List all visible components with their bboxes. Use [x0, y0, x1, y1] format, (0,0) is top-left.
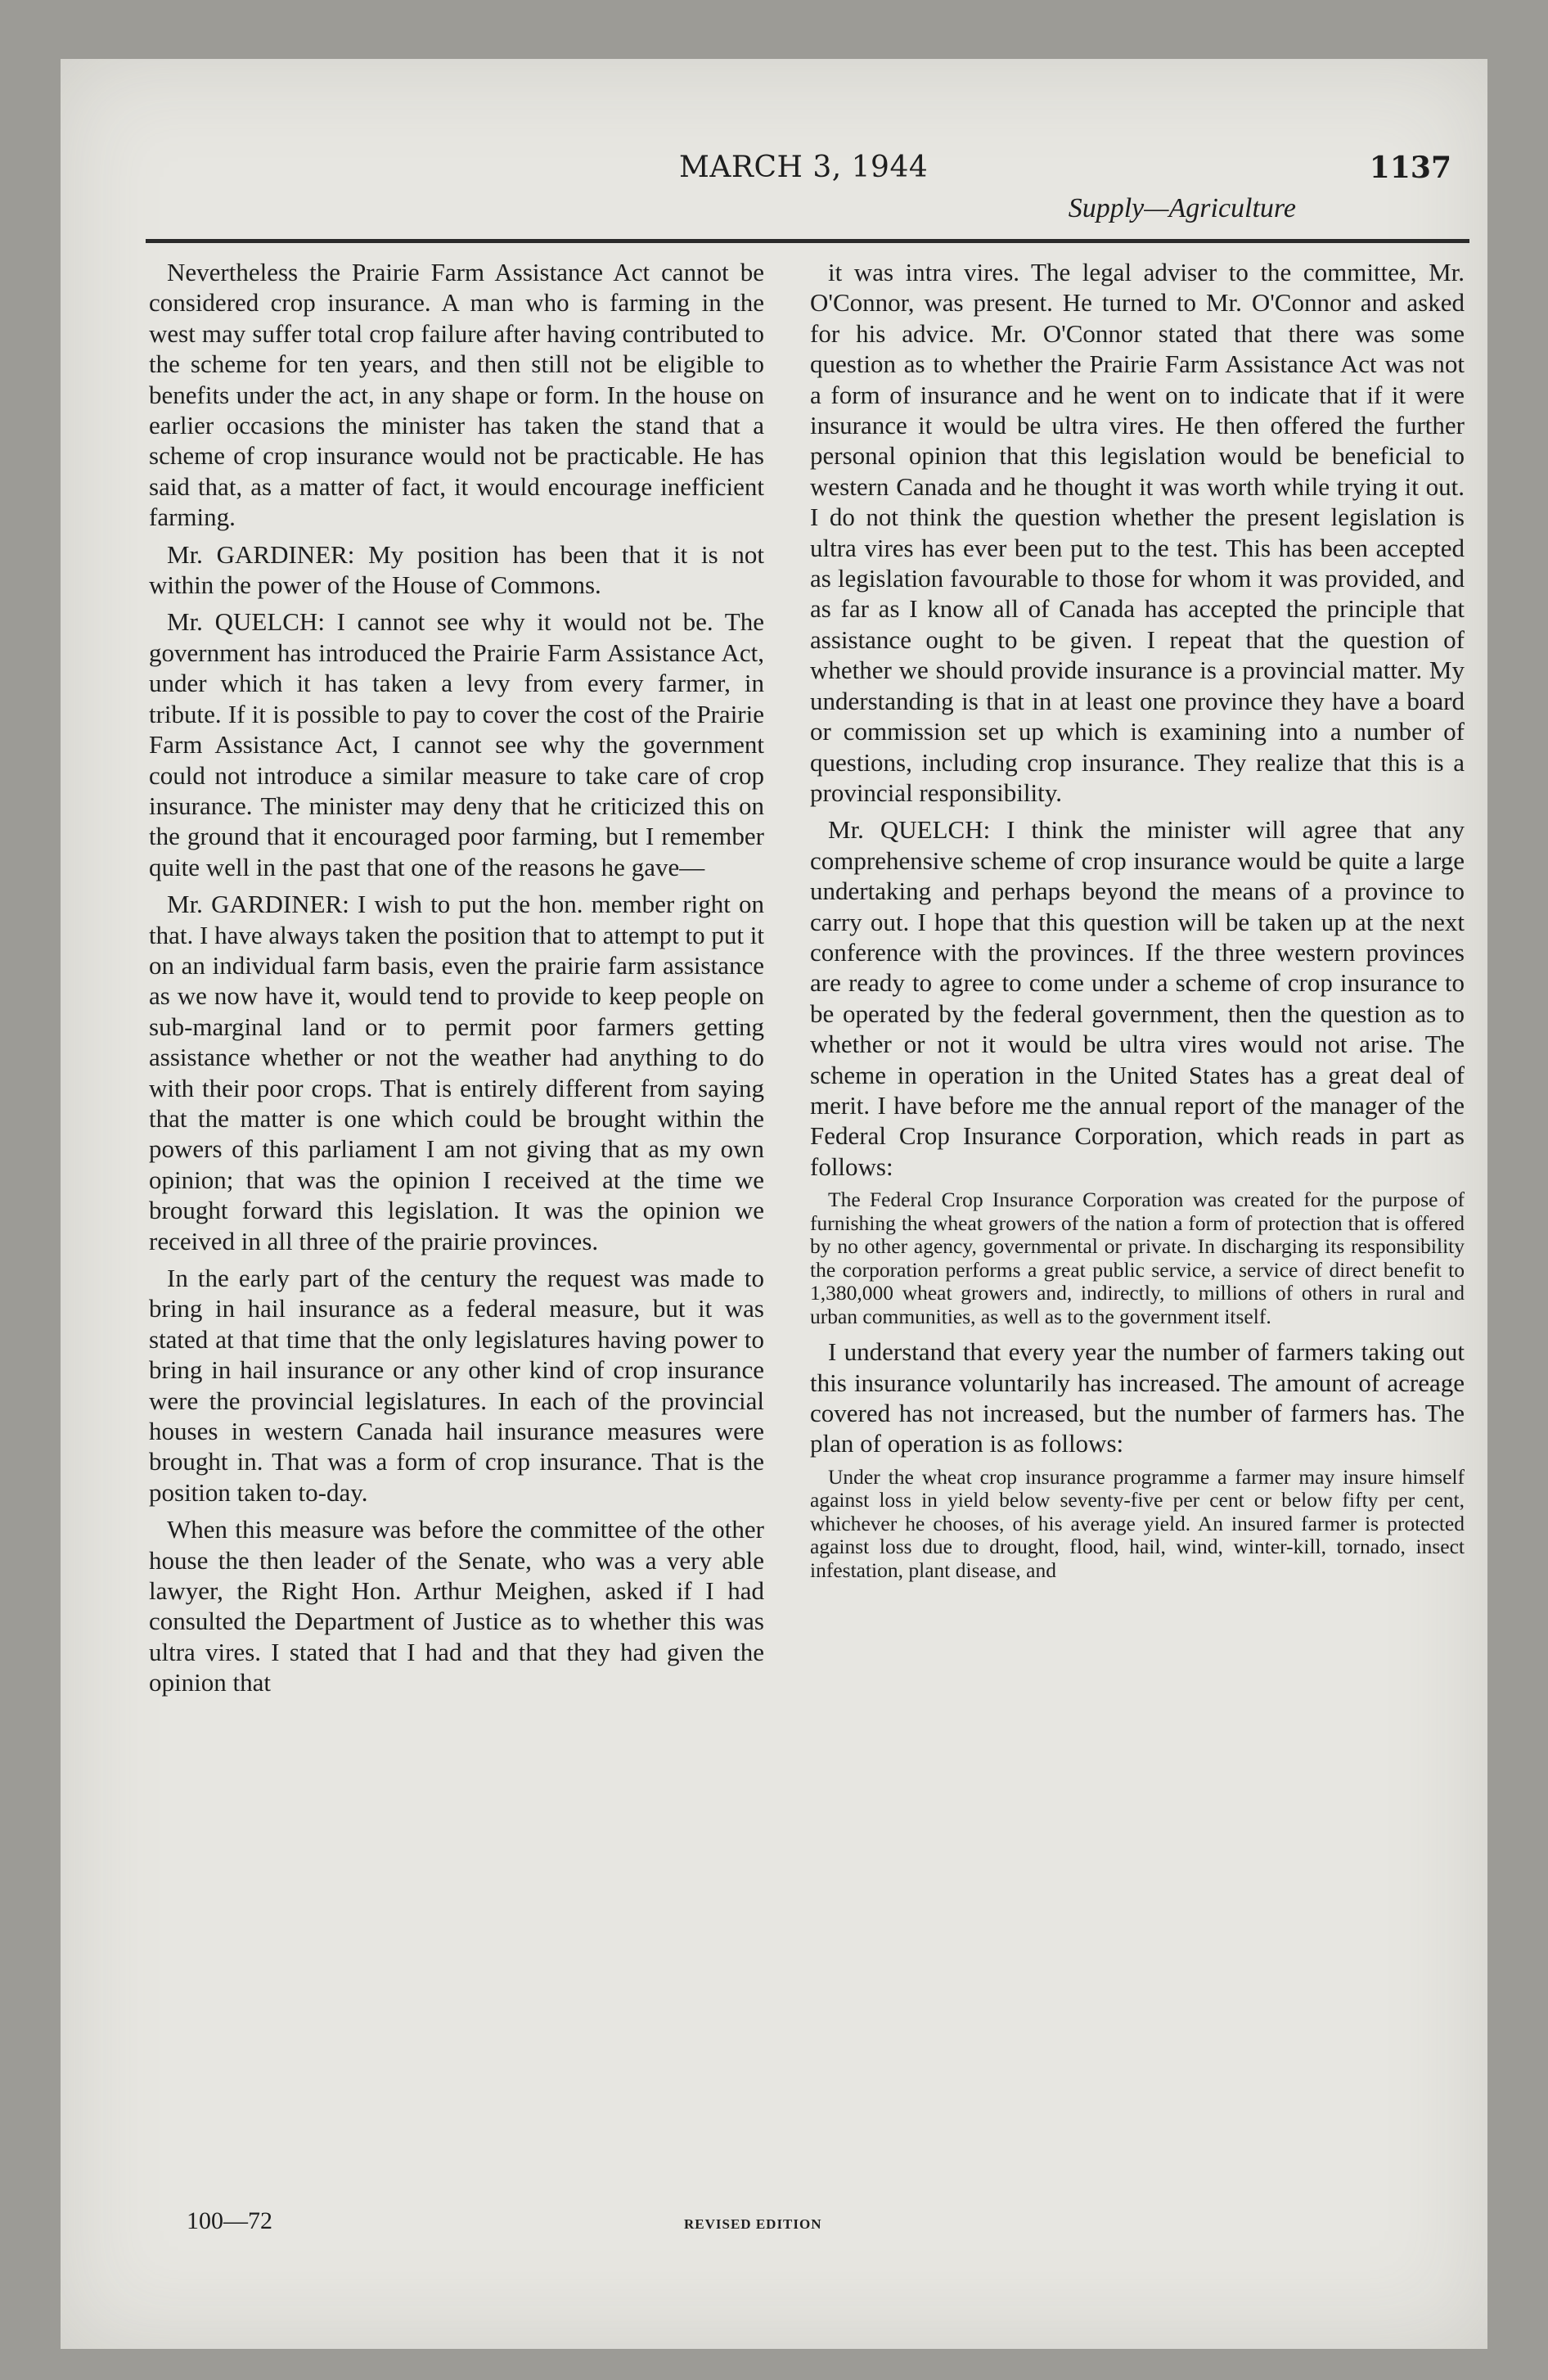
left-column [149, 257, 764, 1705]
paragraph: Mr. QUELCH: I cannot see why it would not be. The government has introduced the Prairie Farm Assistance Act, under which it has taken a levy from every farmer, in tribute. If it is possible to pay to cover the cost of the Prairie Farm Assistance Act, I cannot see why the government could not introduce a similar measure to take care of crop insurance. The minister may deny that he criticized this on the ground that it encouraged poor farming, but I remember quite well in the past that one of the reasons he gave— [149, 607, 764, 881]
hansard-page [61, 59, 1487, 2349]
paragraph: Mr. QUELCH: I think the minister will agree that any comprehensive scheme of crop insurance would be quite a large undertaking and perhaps beyond the means of a province to carry out. I hope that this question will be taken up at the next conference with the provinces. If the three western provinces are ready to agree to come under a scheme of crop insurance to be operated by the federal government, then the question as to whether or not it would be ultra vires would not arise. The scheme in operation in the United States has a great deal of merit. I have before me the annual report of the manager of the Federal Crop Insurance Corporation, which reads in part as follows: [810, 815, 1465, 1181]
paragraph: I understand that every year the number of farmers taking out this insurance voluntarily has increased. The amount of acreage covered has not increased, but the number of farmers has. The plan of operation is as follows: [810, 1337, 1465, 1458]
printer-signature: 100—72 [187, 2207, 272, 2234]
right-column [810, 257, 1465, 1590]
paragraph: it was intra vires. The legal adviser to the committee, Mr. O'Connor, was present. He turned to Mr. O'Connor and asked for his advice. Mr. O'Connor stated that there was some question as to whether the Prairie Farm Assistance Act was not a form of insurance and he went on to indicate that if it were insurance it would be ultra vires. He then offered the further personal opinion that this legislation would be beneficial to western Canada and he thought it was worth while trying it out. I do not think the question whether the present legislation is ultra vires has ever been put to the test. This has been accepted as legislation favourable to those for whom it was provided, and as far as I know all of Canada has accepted the principle that assistance ought to be given. I repeat that the question of whether we should provide insurance is a provincial matter. My understanding is that in at least one province they have a board or commission set up which is examining into a number of questions, including crop insurance. They realize that this is a provincial responsibility. [810, 258, 1465, 807]
page-number: 1137 [1369, 151, 1451, 185]
header-rule [146, 239, 1469, 243]
paragraph: In the early part of the century the request was made to bring in hail insurance as a federal measure, but it was stated at that time that the only legislatures having power to bring in hail insurance or any other kind of crop insurance were the provincial legislatures. In each of the provincial houses in western Canada hail insurance measures were brought in. That was a form of crop insurance. That is the position taken to-day. [149, 1264, 764, 1507]
quoted-passage: The Federal Crop Insurance Corporation was created for the purpose of furnishing the wheat growers of the nation a form of protection that is offered by no other agency, governmental or private. In discharging its responsibility the corporation performs a great public service, a service of direct benefit to 1,380,000 wheat growers and, indirectly, to millions of others in rural and urban communities, as well as to the government itself. [810, 1188, 1465, 1328]
paragraph: When this measure was before the committee of the other house the then leader of the Senate, who was a very able lawyer, the Right Hon. Arthur Meighen, asked if I had consulted the Department of Justice as to whether this was ultra vires. I stated that I had and that they had given the opinion that [149, 1515, 764, 1697]
paragraph: Mr. GARDINER: My position has been that it is not within the power of the House of Commons. [149, 539, 764, 600]
paragraph: Mr. GARDINER: I wish to put the hon. member right on that. I have always taken the position that to attempt to put it on an individual farm basis, even the prairie farm assistance as we now have it, would tend to provide to keep people on sub-marginal land or to permit poor farmers getting assistance whether or not the weather had anything to do with their poor crops. That is entirely different from saying that the matter is one which could be brought within the powers of this parliament I am not giving that as my own opinion; that was the opinion I received at the time we brought forward this legislation. It was the opinion we received in all three of the prairie provinces. [149, 890, 764, 1255]
page-date: MARCH 3, 1944 [679, 151, 929, 184]
quoted-passage: Under the wheat crop insurance programme a farmer may insure himself against loss in yield below seventy-five per cent or below fifty per cent, whichever he chooses, of his average yield. An insured farmer is protected against loss due to drought, flood, hail, wind, winter-kill, tornado, insect infestation, plant disease, and [810, 1464, 1465, 1582]
section-title: Supply—Agriculture [1068, 193, 1296, 223]
edition-label: REVISED EDITION [684, 2216, 822, 2232]
paragraph: Nevertheless the Prairie Farm Assistance Act cannot be considered crop insurance. A man who is farming in the west may suffer total crop failure after having contributed to the scheme for ten years, and then still not be eligible to benefits under the act, in any shape or form. In the house on earlier occasions the minister has taken the stand that a scheme of crop insurance would not be practicable. He has said that, as a matter of fact, it would encourage inefficient farming. [149, 258, 764, 532]
